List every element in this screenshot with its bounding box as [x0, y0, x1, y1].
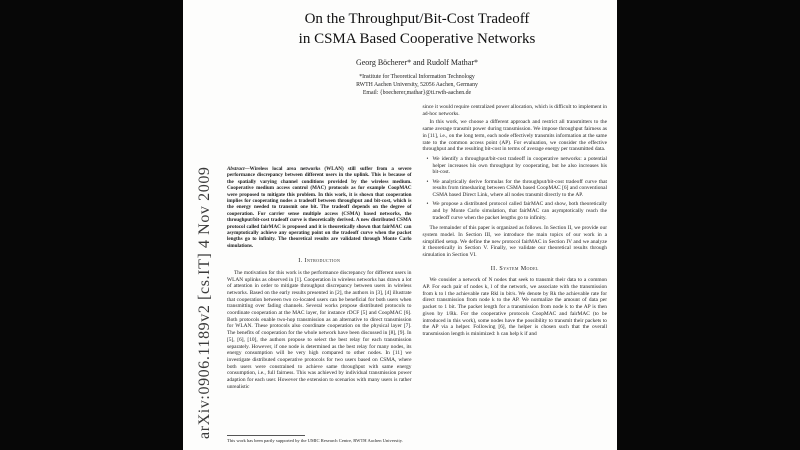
abstract	[227, 166, 412, 249]
column-right	[423, 104, 608, 444]
affiliation-university: RWTH Aachen University, 52056 Aachen, Germany	[356, 81, 478, 88]
introduction-paragraph: The motivation for this work is the performance discrepancy for different users in WLAN uplinks as observed in [1]. Cooperation in wireless networks has drawn a lot of attention in order to mitigate throughput discrepancy between users in wireless networks. Based on the early results presented in [2], the authors in [3], [4] illustrate that cooperation between two co-located users can be beneficial for both users when transmitting over fading channels. Several works propose distributed protocols to coordinate cooperation at the MAC layer, for instance rDCF [5] and CoopMAC [6]. Both protocols enable two-hop transmission as an alternative to direct transmission for WLAN. These protocols also coordinate cooperation on the physical layer [7]. The benefits of cooperation for the whole network have been discussed in [8], [9]. In [5], [6], [10], the authors propose to select the best relay for each transmission separately. However, if one node is determined as the best relay for many nodes, its energy consumption will be very high compared to other nodes. In [11] we investigate distributed cooperative protocols for two users based on CSMA, where both users were constrained to achieve same throughput with same energy consumption, i.e., full fairness. This was achieved by individual transmission power adaption for each user. However the extension to scenarios with many users is rather unrealistic	[227, 269, 412, 390]
system-model-paragraph: We consider a network of N nodes that seek to transmit their data to a common AP. For each pair of nodes k, l of the network, we associate with the transmission from k to l the achievable rate Rkl in bit/s. We denote by Rk the achievable rate for direct transmission from node k to the AP. We normalize the amount of data per packet to 1 bit. The packet length for a transmission from node k to the AP is then given by 1/Rk. For the cooperative protocols CoopMAC and fairMAC (to be introduced in this work), some nodes have the possibility to transmit their packets to the AP via a helper. Following [6], the helper is chosen such that the overall transmission length is minimized: h can help k if and	[422, 277, 607, 337]
paper-title	[227, 10, 607, 49]
section-heading-system-model: II. System Model	[490, 265, 539, 272]
footnote-rule	[227, 435, 305, 436]
section-heading-introduction: I. Introduction	[298, 258, 341, 265]
column-left	[227, 104, 412, 444]
bullet-item: • We analytically derive formulas for the throughput/bit-cost tradeoff curve that results from timesharing between CSMA based CoopMAC [6] and conventional CSMA based Direct Link, where all nodes transmit directly to the AP.	[433, 179, 608, 199]
paper-header	[227, 10, 607, 97]
footnote-block	[227, 435, 412, 444]
affiliation-email: Email: {boecherer,mathar}@ti.rwth-aachen.de	[362, 89, 472, 96]
bullet-item: • We propose a distributed protocol called fairMAC and show, both theoretically and by Monte Carlo simulation, that fairMAC can asymptotically reach the tradeoff curve when the packet lengths go to infinity.	[433, 201, 608, 221]
affiliation-institute: *Institute for Theoretical Information Technology	[359, 74, 475, 80]
body-paragraph-continuation: since it would require centralized power allocation, which is difficult to implement in ad-hoc networks.	[422, 104, 607, 117]
arxiv-sidebar-stamp: arXiv:0906.1189v2 [cs.IT] 4 Nov 2009	[196, 166, 213, 439]
abstract-text: Wireless local area networks (WLAN) still suffer from a severe performance discrepancy between different users in the uplink. This is because of the spatially varying channel conditions provided by the wireless medium. Cooperative medium access control (MAC) protocols as for example CoopMAC were proposed to mitigate this problem. In this work, it is shown that cooperation implies for cooperating nodes a tradeoff between throughput and bit-cost, which is the energy needed to transmit one bit. The tradeoff depends on the degree of cooperation. For carrier sense multiple access (CSMA) based networks, the throughput/bit-cost tradeoff curve is theoretically derived. A new distributed CSMA protocol called fairMAC is proposed and it is theoretically shown that fairMAC can asymptotically achieve any operating point on the tradeoff curve when the packet lengths go to infinity. The theoretical results are validated through Monte Carlo simulations.	[227, 166, 412, 249]
paper-title-line2: in CSMA Based Cooperative Networks	[298, 30, 536, 47]
pdf-page	[183, 0, 617, 450]
paper-title-line1: On the Throughput/Bit-Cost Tradeoff	[304, 11, 530, 27]
footnote-text: This work has been partly supported by the UMIC Research Centre, RWTH Aachen University.	[227, 438, 403, 444]
abstract-label: Abstract—	[227, 166, 250, 172]
bullet-item: • We identify a throughput/bit-cost tradeoff in cooperative networks: a potential helper increases his own throughput by cooperating, but he also increases his bit-cost.	[433, 156, 608, 176]
body-paragraph-approach: In this work, we choose a different approach and restrict all transmitters to the same average transmit power during transmission. We impose throughput fairness as in [11], i.e., on the long term, each node effectively transmits information at the same rate to the common access point (AP). For evaluation, we consider the effective throughput and the resulting bit-cost in terms of average energy per transmitted data.	[422, 119, 607, 153]
two-column-body	[227, 104, 607, 444]
authors-line: Georg Böcherer* and Rudolf Mathar*	[355, 58, 479, 67]
affiliation-block	[227, 74, 607, 97]
contribution-bullet-list	[423, 156, 608, 221]
body-paragraph-outline: The remainder of this paper is organized as follows. In Section II, we provide our system model. In Section III, we introduce the main topics of our work in a simplified setup. We define the new protocol fairMAC in Section IV and we analyze it theoretically in Section V. Finally, we validate our theoretical results through simulation in Section VI.	[422, 225, 607, 259]
